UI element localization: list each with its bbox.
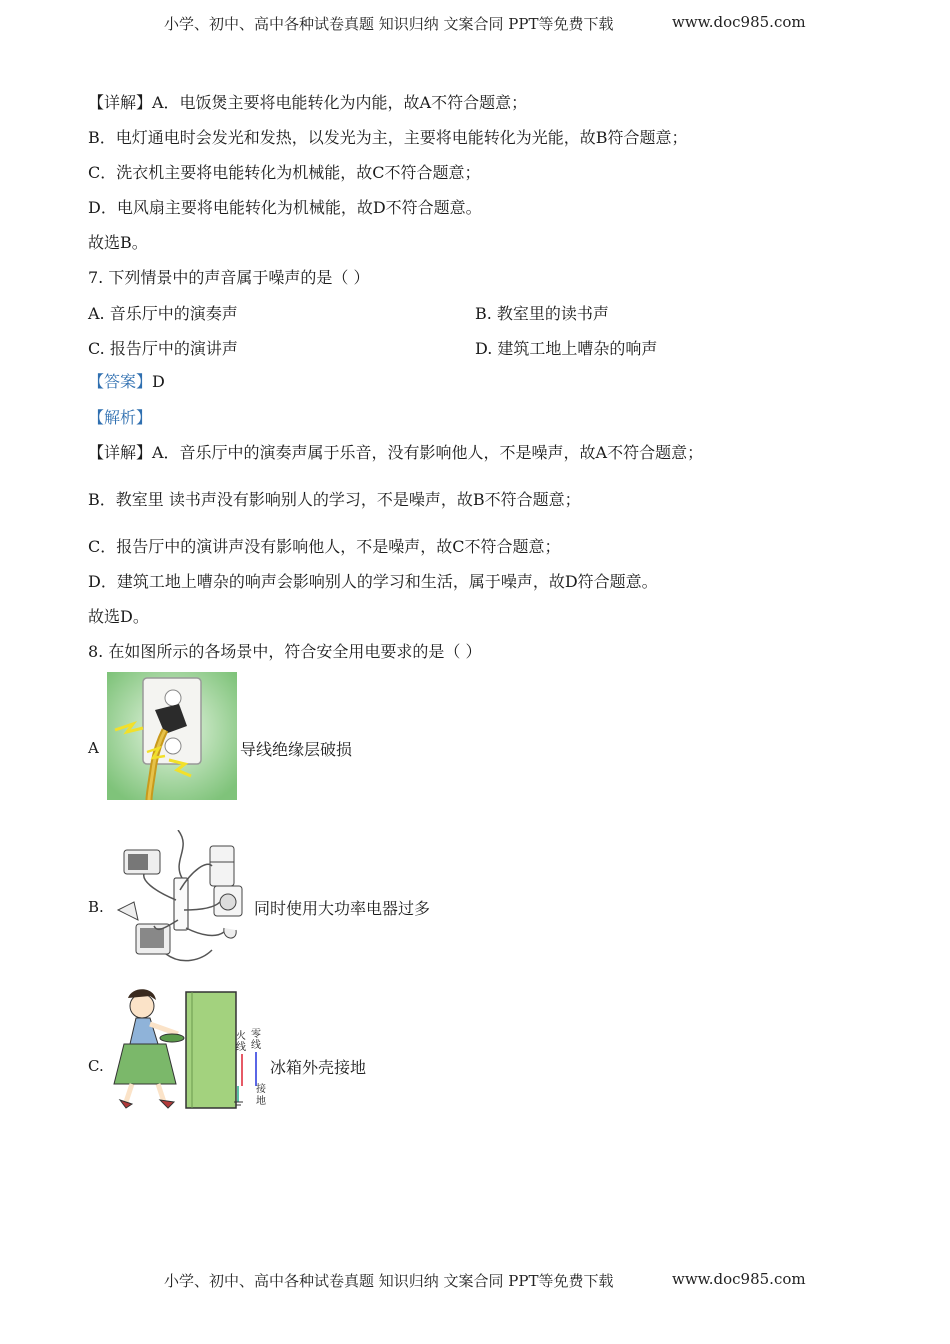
q7-option-b: B. 教室里的读书声 <box>475 304 609 323</box>
q8-option-a-label: A <box>88 739 99 757</box>
ground-label-1: 接 <box>256 1084 266 1095</box>
q6-detail-line: C．洗衣机主要将电能转化为机械能，故C不符合题意； <box>88 163 481 182</box>
q8-option-b-label: B. <box>88 898 104 916</box>
q8-question: 8. 在如图所示的各场景中，符合安全用电要求的是（ ） <box>88 642 482 661</box>
neutral-wire-label-1: 零 <box>251 1029 261 1040</box>
q6-detail-line: B．电灯通电时会发光和发热，以发光为主，主要将电能转化为光能，故B符合题意； <box>88 128 688 147</box>
answer-value: D <box>152 372 165 391</box>
q8-option-c-label: C. <box>88 1057 104 1075</box>
footer-text: 小学、初中、高中各种试卷真题 知识归纳 文案合同 PPT等免费下载 <box>164 1272 614 1290</box>
q7-detail-line: B．教室里 读书声没有影响别人的学习，不是噪声，故B不符合题意； <box>88 490 581 509</box>
live-wire-label-1: 火 <box>236 1031 246 1042</box>
q7-option-a: A. 音乐厅中的演奏声 <box>88 304 238 323</box>
q6-detail-line: 【详解】A．电饭煲主要将电能转化为内能，故A不符合题意； <box>88 93 528 112</box>
q7-detail-line: 【详解】A．音乐厅中的演奏声属于乐音，没有影响他人，不是噪声，故A不符合题意； <box>88 443 704 462</box>
overloaded-power-strip-image <box>112 830 252 966</box>
q8-option-c-caption: 冰箱外壳接地 <box>270 1058 367 1077</box>
q6-detail-line: D．电风扇主要将电能转化为机械能，故D不符合题意。 <box>88 198 482 217</box>
ground-label-2: 地 <box>256 1096 266 1107</box>
q7-option-c: C. 报告厅中的演讲声 <box>88 339 238 358</box>
girl-opening-fridge-image <box>110 988 240 1112</box>
q6-conclusion: 故选B。 <box>88 233 148 252</box>
damaged-wire-outlet-image <box>107 672 237 800</box>
q8-option-a-caption: 导线绝缘层破损 <box>240 740 353 759</box>
neutral-wire-label-2: 线 <box>251 1040 261 1051</box>
answer-label: 【答案】 <box>88 372 153 391</box>
footer-url: www.doc985.com <box>672 1270 806 1288</box>
q7-conclusion: 故选D。 <box>88 607 149 626</box>
q7-detail-line: C．报告厅中的演讲声没有影响他人，不是噪声，故C不符合题意； <box>88 537 561 556</box>
live-wire-label-2: 线 <box>236 1042 246 1053</box>
header-url: www.doc985.com <box>672 13 806 31</box>
q8-option-b-caption: 同时使用大功率电器过多 <box>254 899 431 918</box>
q7-detail-line: D．建筑工地上嘈杂的响声会影响别人的学习和生活，属于噪声，故D符合题意。 <box>88 572 658 591</box>
q7-option-d: D. 建筑工地上嘈杂的响声 <box>475 339 658 358</box>
q7-answer <box>88 369 165 392</box>
q7-analysis-label: 【解析】 <box>88 408 153 427</box>
q7-question: 7. 下列情景中的声音属于噪声的是（ ） <box>88 268 370 287</box>
wiring-diagram <box>234 1028 274 1112</box>
header-text: 小学、初中、高中各种试卷真题 知识归纳 文案合同 PPT等免费下载 <box>164 15 614 33</box>
